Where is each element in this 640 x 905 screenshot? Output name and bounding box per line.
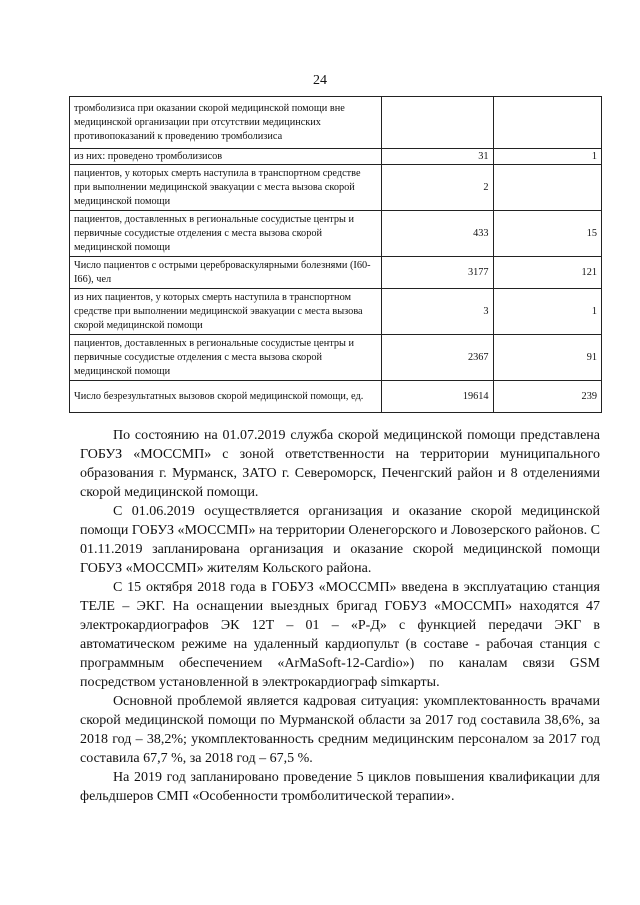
row-label: из них: проведено тромболизисов (70, 149, 382, 165)
value-col-1: 3 (382, 289, 493, 335)
value-col-1 (382, 97, 493, 149)
row-label: Число пациентов с острыми цереброваскулярными болезнями (I60-I66), чел (70, 257, 382, 289)
table-row (70, 211, 602, 257)
value-col-1: 3177 (382, 257, 493, 289)
value-col-1: 2 (382, 165, 493, 211)
value-col-2: 121 (493, 257, 601, 289)
row-label: Число безрезультатных вызовов скорой медицинской помощи, ед. (70, 381, 382, 413)
body-text (80, 426, 600, 806)
row-label: пациентов, доставленных в региональные сосудистые центры и первичные сосудистые отделения с места вызова скорой медицинской помощи (70, 335, 382, 381)
table-row (70, 381, 602, 413)
value-col-2: 1 (493, 149, 601, 165)
value-col-1: 2367 (382, 335, 493, 381)
paragraph: Основной проблемой является кадровая ситуация: укомплектованность врачами скорой медицинской помощи по Мурманской области за 2017 год составила 38,6%, за 2018 год – 38,2%; укомплектованность средним медицинским персоналом за 2017 год составила 67,7 %, за 2018 год – 67,5 %. (80, 694, 600, 766)
value-col-1: 433 (382, 211, 493, 257)
value-col-1: 31 (382, 149, 493, 165)
row-label: пациентов, доставленных в региональные сосудистые центры и первичные сосудистые отделения с места вызова скорой медицинской помощи (70, 211, 382, 257)
paragraph: На 2019 год запланировано проведение 5 циклов повышения квалификации для фельдшеров СМП «Особенности тромболитической терапии». (80, 770, 600, 804)
table-row (70, 257, 602, 289)
value-col-2 (493, 165, 601, 211)
table-row (70, 335, 602, 381)
value-col-2: 1 (493, 289, 601, 335)
value-col-2: 239 (493, 381, 601, 413)
value-col-2: 15 (493, 211, 601, 257)
statistics-table (69, 96, 602, 413)
paragraph: По состоянию на 01.07.2019 служба скорой медицинской помощи представлена ГОБУЗ «МОССМП» с зоной ответственности на территории муниципального образования г. Мурманск, ЗАТО г. Североморск, Печенгский район и 8 отделениями скорой медицинской помощи. (80, 428, 600, 500)
paragraph: С 15 октября 2018 года в ГОБУЗ «МОССМП» введена в эксплуатацию станция ТЕЛЕ – ЭКГ. На оснащении выездных бригад ГОБУЗ «МОССМП» находятся 47 электрокардиографов ЭК 12Т – 01 – «Р-Д» с функцией передачи ЭКГ в автоматическом режиме на удаленный кардиопульт (в составе - рабочая станция с программным обеспечением «ArMaSoft-12-Cardio») по каналам связи GSM посредством установленной в электрокардиограф simкарты. (80, 580, 600, 690)
table-row (70, 289, 602, 335)
row-label: пациентов, у которых смерть наступила в транспортном средстве при выполнении медицинской эвакуации с места вызова скорой медицинской помощи (70, 165, 382, 211)
row-label: тромболизиса при оказании скорой медицинской помощи вне медицинской организации при отсутствии медицинских противопоказаний к проведению тромболизиса (70, 97, 382, 149)
table-row (70, 97, 602, 149)
row-label: из них пациентов, у которых смерть наступила в транспортном средстве при выполнении медицинской эвакуации с места вызова скорой медицинской помощи (70, 289, 382, 335)
table-row (70, 165, 602, 211)
table-row (70, 149, 602, 165)
value-col-1: 19614 (382, 381, 493, 413)
value-col-2 (493, 97, 601, 149)
value-col-2: 91 (493, 335, 601, 381)
page-number: 24 (313, 73, 327, 88)
paragraph: С 01.06.2019 осуществляется организация и оказание скорой медицинской помощи ГОБУЗ «МОССМП» на территории Оленегорского и Ловозерского районов. С 01.11.2019 запланирована организация и оказание скорой медицинской помощи ГОБУЗ «МОССМП» жителям Кольского района. (80, 504, 600, 576)
